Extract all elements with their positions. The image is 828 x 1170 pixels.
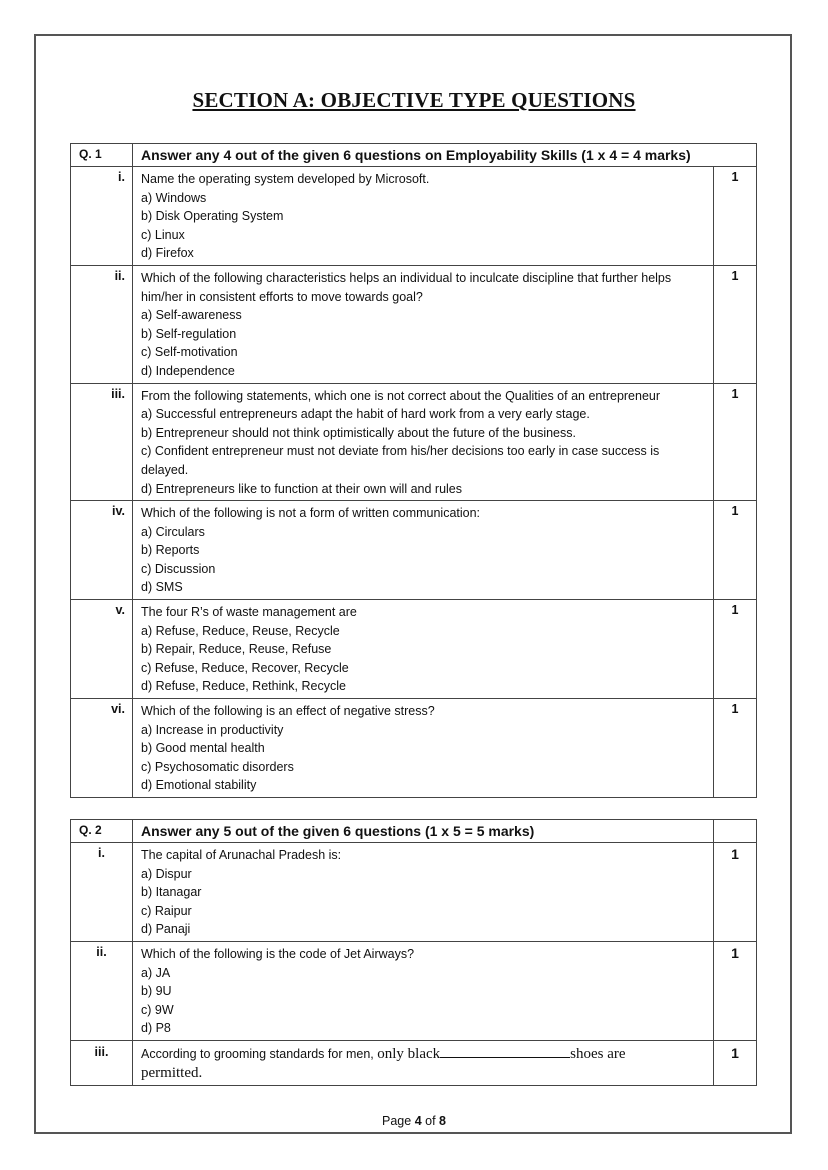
item-marks: 1 [713,167,756,266]
item-question: Which of the following is the code of Jet Airways? [141,946,415,961]
item-marks: 1 [713,265,756,383]
item-option: b) Good mental health [141,741,265,756]
item-option: d) Firefox [141,246,194,261]
item-question: Which of the following is not a form of written communication: [141,506,481,521]
item-question: From the following statements, which one is not correct about the Qualities of an entrepreneur [141,388,661,403]
question-row [71,167,757,266]
item-option: c) Refuse, Reduce, Recover, Recycle [141,660,349,675]
item-option: a) Successful entrepreneurs adapt the habit of hard work from a very early stage. [141,407,590,422]
item-option: c) Self-motivation [141,345,238,360]
item-text [133,941,714,1040]
question-row [71,501,757,600]
item-number: i. [71,167,133,266]
item-text [133,600,714,699]
item-option: a) Circulars [141,524,205,539]
question-number: Q. 1 [71,144,133,167]
item-option: b) Entrepreneur should not think optimistically about the future of the business. [141,425,576,440]
item-option: c) 9W [141,1002,174,1017]
item-option: a) Increase in productivity [141,722,284,737]
item-option: d) Entrepreneurs like to function at their own will and rules [141,481,462,496]
item-text [133,167,714,266]
item-option: a) Dispur [141,866,192,881]
item-number: iii. [71,1040,133,1085]
item-question-part: shoes are [570,1045,626,1062]
item-option: a) Self-awareness [141,308,242,323]
item-option: b) 9U [141,984,172,999]
question-row [71,941,757,1040]
item-option: b) Reports [141,543,200,558]
item-question: Name the operating system developed by Microsoft. [141,172,430,186]
item-option: d) Refuse, Reduce, Rethink, Recycle [141,679,346,694]
footer-page-total: 8 [439,1114,446,1128]
item-option: c) Psychosomatic disorders [141,759,294,774]
question-number: Q. 2 [71,820,133,843]
blank-line [440,1045,570,1058]
item-option: d) Emotional stability [141,778,257,793]
item-number: ii. [71,941,133,1040]
question-row [71,843,757,942]
item-question: The capital of Arunachal Pradesh is: [141,848,342,862]
item-text [133,843,714,942]
item-marks: 1 [713,383,756,501]
item-number: ii. [71,265,133,383]
item-question-part: permitted. [141,1064,203,1081]
question-heading: Answer any 5 out of the given 6 questions (1 x 5 = 5 marks) [133,820,714,843]
item-number: iv. [71,501,133,600]
item-option: b) Itanagar [141,885,202,900]
item-option: b) Disk Operating System [141,209,284,224]
item-question: The four R’s of waste management are [141,605,357,620]
question-1-header [71,144,757,167]
item-marks: 1 [714,941,757,1040]
item-text [133,501,714,600]
item-option: b) Repair, Reduce, Reuse, Refuse [141,642,332,657]
item-marks: 1 [713,600,756,699]
item-text [133,265,714,383]
item-option: c) Linux [141,227,185,242]
item-text [133,699,714,798]
item-marks: 1 [714,1040,757,1085]
item-option: a) JA [141,965,171,980]
item-option: a) Windows [141,190,207,205]
item-option: b) Self-regulation [141,326,237,341]
item-option: c) Discussion [141,561,216,576]
item-number: vi. [71,699,133,798]
item-question: Which of the following is an effect of negative stress? [141,704,435,719]
item-number: iii. [71,383,133,501]
section-title: SECTION A: OBJECTIVE TYPE QUESTIONS [192,88,636,112]
item-marks: 1 [714,843,757,942]
footer-prefix: Page [382,1114,415,1128]
item-number: i. [71,843,133,942]
item-marks: 1 [713,699,756,798]
footer-middle: of [421,1114,440,1128]
item-question: Which of the following characteristics helps an individual to inculcate discipline that further helps him/her in consistent efforts to move towards goal? [141,270,672,304]
item-number: v. [71,600,133,699]
footer-page-number: 4 [414,1114,422,1128]
question-2-table [70,819,757,1086]
item-option: c) Raipur [141,903,192,918]
question-row [71,383,757,501]
item-option: d) Panaji [141,922,191,937]
item-option: d) P8 [141,1021,171,1036]
item-question-part: only black [377,1045,441,1062]
question-1-table [70,143,757,798]
question-row [71,265,757,383]
marks-header-cell [714,820,757,843]
page-footer [0,1114,828,1128]
question-row [71,1040,757,1085]
question-2-header [71,820,757,843]
item-text [133,1040,714,1085]
item-option: d) Independence [141,363,235,378]
question-heading: Answer any 4 out of the given 6 questions on Employability Skills (1 x 4 = 4 marks) [133,144,757,167]
question-row [71,600,757,699]
item-option: a) Refuse, Reduce, Reuse, Recycle [141,623,340,638]
question-row [71,699,757,798]
item-marks: 1 [713,501,756,600]
item-option: c) Confident entrepreneur must not deviate from his/her decisions too early in case success is delayed. [141,444,660,477]
item-text [133,383,714,501]
item-option: d) SMS [141,580,183,595]
item-question-part: According to grooming standards for men, [141,1046,374,1061]
